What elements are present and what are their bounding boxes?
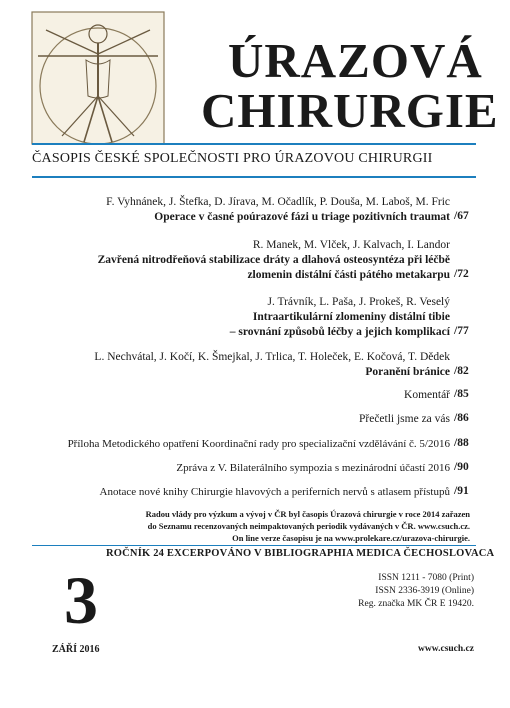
toc-page: /90 [454, 461, 469, 473]
website-link: www.csuch.cz [418, 644, 474, 654]
issn-online: ISSN 2336-3919 (Online) [375, 586, 474, 596]
toc-entry [30, 350, 450, 380]
accent-rule-footer [32, 545, 476, 546]
journal-title-line1: ÚRAZOVÁ [228, 33, 483, 88]
notice-line: Radou vlády pro výzkum a vývoj v ČR byl časopis Úrazová chirurgie v roce 2014 zařazen [145, 509, 470, 519]
toc-page: /67 [454, 210, 469, 222]
toc-item-label: Anotace nové knihy Chirurgie hlavových a periferních nervů s atlasem přístupů [99, 486, 450, 498]
issue-number: 3 [64, 562, 98, 638]
registration-mark: Reg. značka MK ČR E 19420. [358, 599, 474, 609]
toc-authors: R. Manek, M. Vlček, J. Kalvach, I. Landor [252, 239, 450, 251]
toc-item-label: Přečetli jsme za vás [358, 413, 450, 425]
toc-item [30, 437, 450, 452]
toc-page: /85 [454, 388, 469, 400]
notice-line: On line verze časopisu je na www.prolekare.cz/urazova-chirurgie. [232, 533, 470, 543]
toc-page: /86 [454, 412, 469, 424]
issn-block [354, 572, 474, 611]
issue-date: ZÁŘÍ 2016 [52, 644, 100, 655]
journal-subtitle: ČASOPIS ČESKÉ SPOLEČNOSTI PRO ÚRAZOVOU CHIRURGII [32, 151, 433, 166]
toc-entry [30, 295, 450, 340]
toc-page: /72 [454, 268, 469, 280]
toc-entry [30, 238, 450, 283]
toc-item [30, 485, 450, 500]
toc-page: /88 [454, 437, 469, 449]
toc-title: Zavřená nitrodřeňová stabilizace dráty a dlahová osteosyntéza při léčbě [97, 254, 450, 266]
toc-page: /77 [454, 325, 469, 337]
toc-item [30, 412, 450, 427]
toc-page: /91 [454, 485, 469, 497]
toc-page: /82 [454, 365, 469, 377]
toc-item-label: Zpráva z V. Bilaterálního sympozia s mezinárodní účastí 2016 [176, 462, 450, 474]
toc-authors: F. Vyhnánek, J. Štefka, D. Jírava, M. Očadlík, P. Douša, M. Laboš, M. Fric [106, 196, 450, 208]
toc-title: zlomenin distální části pátého metakarpu [247, 269, 450, 281]
vitruvian-man-icon [28, 8, 168, 148]
accent-rule-bottom [32, 176, 476, 178]
volume-info: ROČNÍK 24 EXCERPOVÁNO V BIBLIOGRAPHIA MEDICA ČECHOSLOVACA [106, 548, 495, 559]
toc-authors: L. Nechvátal, J. Kočí, K. Šmejkal, J. Trlica, T. Holeček, E. Kočová, T. Dědek [94, 351, 450, 363]
toc-title: – srovnání způsobů léčby a jejich komplikací [229, 326, 450, 338]
toc-title: Intraartikulární zlomeniny distální tibie [252, 311, 450, 323]
issn-print: ISSN 1211 - 7080 (Print) [378, 573, 474, 583]
toc-item [30, 461, 450, 476]
toc-item-label: Příloha Metodického opatření Koordinační rady pro specializační vzdělávání č. 5/2016 [67, 438, 450, 450]
journal-title-line2: CHIRURGIE [201, 83, 499, 138]
toc-item [30, 388, 450, 403]
toc-title: Operace v časné poúrazové fázi u triage pozitivních traumat [154, 211, 450, 223]
registry-notice [30, 508, 470, 544]
notice-line: do Seznamu recenzovaných neimpaktovaných periodik vydávaných v ČR. www.csuch.cz. [147, 521, 470, 531]
toc-title: Poranění bránice [365, 366, 450, 378]
accent-rule-top [32, 143, 476, 145]
toc-authors: J. Trávník, L. Paša, J. Prokeš, R. Veselý [267, 296, 450, 308]
toc-entry [30, 195, 450, 225]
toc-item-label: Komentář [404, 389, 450, 401]
